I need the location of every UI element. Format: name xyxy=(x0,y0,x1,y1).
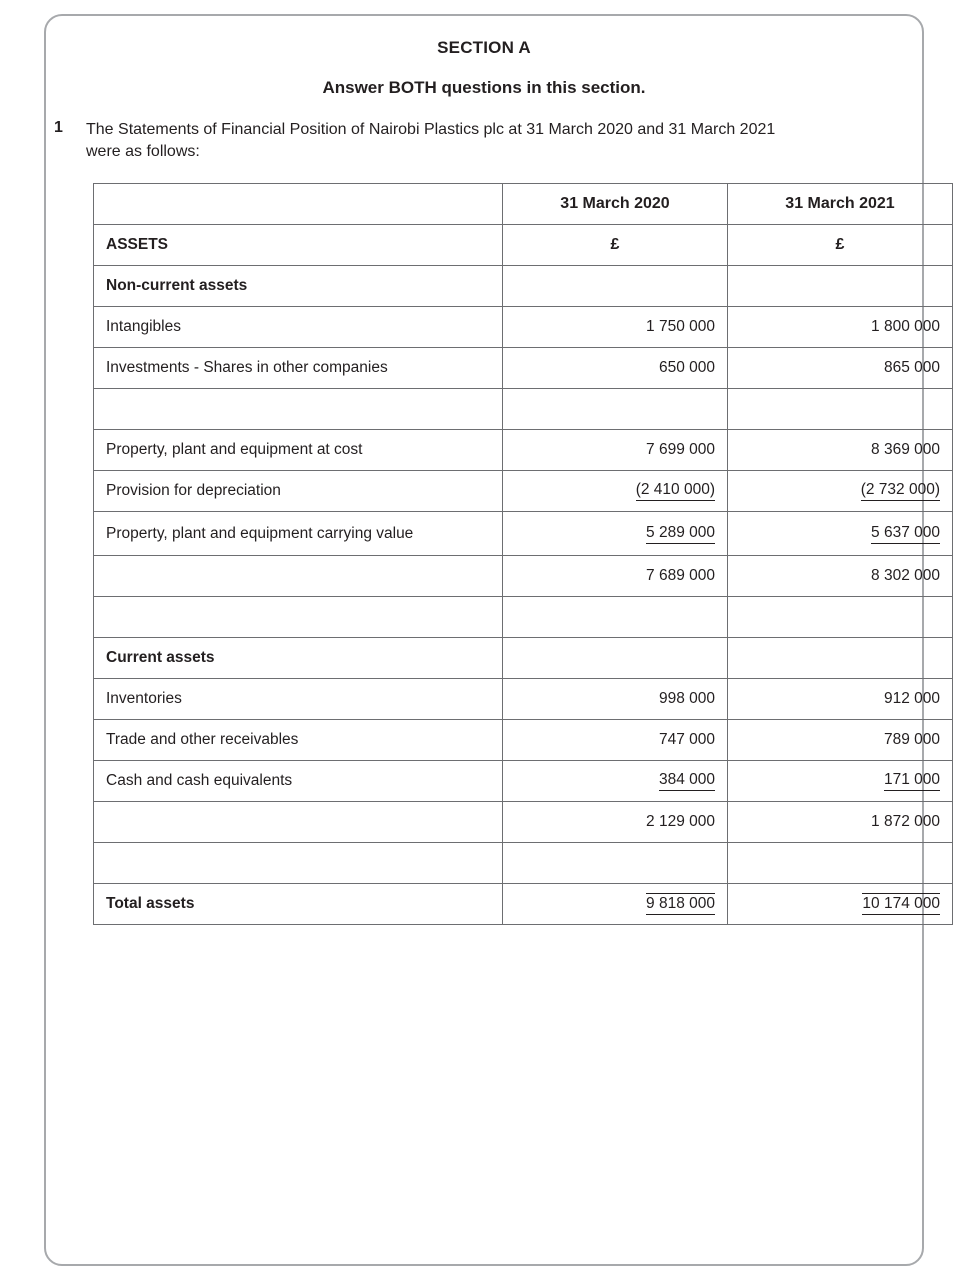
row-value-2021: £ xyxy=(728,225,953,266)
value-text: 998 000 xyxy=(658,689,715,707)
row-label: Cash and cash equivalents xyxy=(94,761,503,802)
row-value-2021 xyxy=(728,884,953,925)
row-value-2020 xyxy=(503,389,728,430)
table-row xyxy=(94,225,953,266)
row-value-2020 xyxy=(503,348,728,389)
row-value-2020 xyxy=(503,430,728,471)
row-value-2021 xyxy=(728,761,953,802)
row-label: Non-current assets xyxy=(94,266,503,307)
row-value-2020 xyxy=(503,802,728,843)
header-blank xyxy=(94,184,503,225)
value-text: 384 000 xyxy=(659,771,715,791)
table-row xyxy=(94,389,953,430)
row-value-2021 xyxy=(728,389,953,430)
row-value-2021 xyxy=(728,266,953,307)
value-text: 865 000 xyxy=(883,358,940,376)
row-label xyxy=(94,843,503,884)
table-row xyxy=(94,597,953,638)
value-text: 8 369 000 xyxy=(871,440,940,458)
row-value-2021 xyxy=(728,843,953,884)
table-row xyxy=(94,679,953,720)
row-label: Intangibles xyxy=(94,307,503,348)
value-text: 789 000 xyxy=(883,730,940,748)
row-value-2020 xyxy=(503,471,728,512)
table-row xyxy=(94,638,953,679)
row-value-2021 xyxy=(728,512,953,556)
financial-position-table xyxy=(93,183,953,925)
section-instruction: Answer BOTH questions in this section. xyxy=(322,78,646,97)
table-row xyxy=(94,720,953,761)
row-value-2021 xyxy=(728,471,953,512)
table-row xyxy=(94,884,953,925)
row-value-2021 xyxy=(728,679,953,720)
row-value-2020 xyxy=(503,556,728,597)
question-number: 1 xyxy=(54,119,63,136)
value-text: 1 750 000 xyxy=(646,317,715,335)
row-value-2020 xyxy=(503,843,728,884)
row-value-2020 xyxy=(503,638,728,679)
row-value-2020 xyxy=(503,679,728,720)
value-text: 10 174 000 xyxy=(862,893,940,915)
row-value-2020 xyxy=(503,884,728,925)
row-label: Property, plant and equipment at cost xyxy=(94,430,503,471)
row-value-2021 xyxy=(728,307,953,348)
value-text: 2 129 000 xyxy=(646,812,715,830)
row-label: Investments - Shares in other companies xyxy=(94,348,503,389)
value-text: 5 289 000 xyxy=(646,524,715,544)
table-row xyxy=(94,471,953,512)
row-value-2020 xyxy=(503,597,728,638)
table-row xyxy=(94,761,953,802)
row-label: Current assets xyxy=(94,638,503,679)
value-text: 7 689 000 xyxy=(646,566,715,584)
table-row xyxy=(94,802,953,843)
table-row xyxy=(94,307,953,348)
row-value-2020 xyxy=(503,720,728,761)
question-text: The Statements of Financial Position of Nairobi Plastics plc at 31 March 2020 and 31 March 2021 were as follows: xyxy=(86,121,776,160)
row-label xyxy=(94,802,503,843)
row-value-2020: £ xyxy=(503,225,728,266)
value-text: 1 800 000 xyxy=(871,317,940,335)
value-text: (2 410 000) xyxy=(636,481,715,501)
row-value-2020 xyxy=(503,307,728,348)
table-row xyxy=(94,512,953,556)
value-text: 8 302 000 xyxy=(871,566,940,584)
table-row xyxy=(94,556,953,597)
row-label: Provision for depreciation xyxy=(94,471,503,512)
value-text: 650 000 xyxy=(658,358,715,376)
value-text: 171 000 xyxy=(884,771,940,791)
row-value-2021 xyxy=(728,720,953,761)
header-2020: 31 March 2020 xyxy=(503,184,728,225)
row-label xyxy=(94,597,503,638)
row-label: Inventories xyxy=(94,679,503,720)
row-value-2021 xyxy=(728,638,953,679)
row-value-2021 xyxy=(728,430,953,471)
section-title: SECTION A xyxy=(437,38,531,57)
row-value-2020 xyxy=(503,761,728,802)
table-row xyxy=(94,348,953,389)
row-value-2021 xyxy=(728,802,953,843)
header-2021: 31 March 2021 xyxy=(728,184,953,225)
row-value-2021 xyxy=(728,556,953,597)
table-row xyxy=(94,843,953,884)
value-text: (2 732 000) xyxy=(861,481,940,501)
value-text: 5 637 000 xyxy=(871,524,940,544)
row-label: Trade and other receivables xyxy=(94,720,503,761)
table-header-row xyxy=(94,184,953,225)
table-row xyxy=(94,430,953,471)
page-content xyxy=(46,16,940,1264)
value-text: 7 699 000 xyxy=(646,440,715,458)
row-value-2021 xyxy=(728,348,953,389)
row-label: Property, plant and equipment carrying value xyxy=(94,512,503,556)
value-text: 747 000 xyxy=(658,730,715,748)
row-value-2020 xyxy=(503,266,728,307)
value-text: 1 872 000 xyxy=(871,812,940,830)
value-text: 9 818 000 xyxy=(646,893,715,915)
row-value-2020 xyxy=(503,512,728,556)
row-label: ASSETS xyxy=(94,225,503,266)
row-value-2021 xyxy=(728,597,953,638)
table-row xyxy=(94,266,953,307)
row-label xyxy=(94,389,503,430)
exam-page xyxy=(44,14,940,1266)
value-text: 912 000 xyxy=(883,689,940,707)
row-label xyxy=(94,556,503,597)
row-label: Total assets xyxy=(94,884,503,925)
